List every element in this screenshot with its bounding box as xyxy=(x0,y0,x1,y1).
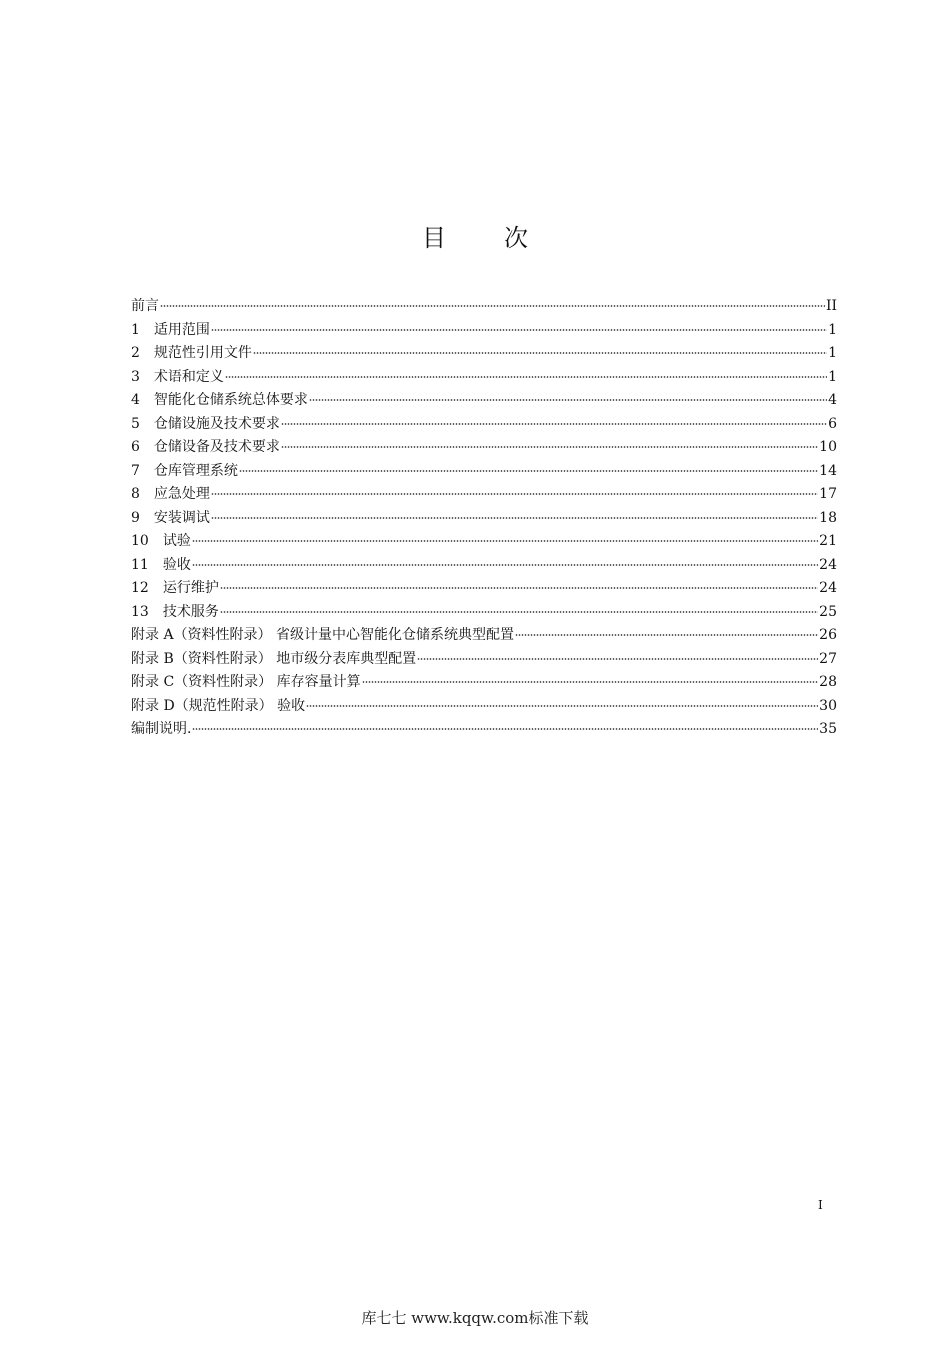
toc-entry-title: 仓库管理系统 xyxy=(153,462,238,479)
toc-dot-leader xyxy=(306,705,818,707)
toc-dot-leader xyxy=(220,587,818,589)
toc-dot-leader xyxy=(211,493,818,495)
toc-entry-page: 14 xyxy=(819,462,837,479)
toc-dot-leader xyxy=(220,611,818,613)
toc-entry-title: 应急处理 xyxy=(153,486,210,502)
toc-dot-leader xyxy=(192,728,818,730)
toc-entry-title: 试验 xyxy=(162,533,191,549)
toc-entry-number: 2 xyxy=(131,345,140,361)
toc-entry-page: 24 xyxy=(819,556,837,573)
toc-dot-leader xyxy=(239,470,818,472)
toc-entry-page: 28 xyxy=(819,674,837,690)
toc-entry-number: 7 xyxy=(131,462,140,479)
toc-dot-leader xyxy=(281,446,818,448)
toc-entry-title: 技术服务 xyxy=(162,603,219,620)
toc-entry-number: 9 xyxy=(131,509,140,526)
toc-entry-number: 11 xyxy=(131,556,149,573)
toc-entry[interactable] xyxy=(131,718,837,742)
toc-entry-page: 35 xyxy=(819,721,837,737)
toc-entry-page: II xyxy=(825,298,837,314)
toc-entry-number: 4 xyxy=(131,392,140,408)
toc-entry-number: 10 xyxy=(131,533,149,549)
toc-entry-page: 18 xyxy=(819,509,837,526)
toc-entry-number: 12 xyxy=(131,580,149,596)
toc-entry[interactable] xyxy=(131,507,837,531)
toc-entry-page: 25 xyxy=(819,603,837,620)
toc-entry[interactable] xyxy=(131,389,837,413)
toc-entry-page: 27 xyxy=(819,650,837,667)
toc-entry-page: 10 xyxy=(819,439,837,455)
toc-entry[interactable] xyxy=(131,577,837,601)
toc-entry-title: 附录 D（规范性附录） 验收 xyxy=(131,697,306,714)
toc-entry[interactable] xyxy=(131,624,837,648)
toc-entry-number: 8 xyxy=(131,486,140,502)
toc-entry[interactable] xyxy=(131,648,837,672)
toc-entry[interactable] xyxy=(131,366,837,390)
toc-entry[interactable] xyxy=(131,460,837,484)
title-char-2: 次 xyxy=(504,224,528,252)
toc-entry-page: 1 xyxy=(828,321,837,338)
toc-entry[interactable] xyxy=(131,413,837,437)
toc-entry[interactable] xyxy=(131,601,837,625)
page-title xyxy=(0,218,950,253)
toc-entry-title: 仓储设备及技术要求 xyxy=(153,439,280,455)
toc-entry-page: 6 xyxy=(828,415,837,432)
toc-entry-title: 附录 C（资料性附录） 库存容量计算 xyxy=(131,674,361,690)
toc-entry[interactable] xyxy=(131,554,837,578)
toc-entry-page: 4 xyxy=(828,392,837,408)
toc-entry-title: 附录 B（资料性附录） 地市级分表库典型配置 xyxy=(131,650,417,667)
toc-entry-page: 1 xyxy=(828,345,837,361)
toc-entry-title: 适用范围 xyxy=(153,321,210,338)
toc-entry-number: 3 xyxy=(131,368,140,385)
toc-entry-number: 5 xyxy=(131,415,140,432)
toc-dot-leader xyxy=(309,399,827,401)
footer-watermark: 库七七 www.kqqw.com标准下载 xyxy=(361,1309,589,1327)
toc-dot-leader xyxy=(192,564,818,566)
toc-entry-page: 26 xyxy=(819,627,837,643)
toc-entry-title: 前言 xyxy=(131,298,159,314)
toc-entry-title: 术语和定义 xyxy=(153,368,224,385)
toc-entry-number: 6 xyxy=(131,439,140,455)
title-char-1: 目 xyxy=(422,224,446,252)
table-of-contents xyxy=(131,295,837,742)
page-number: I xyxy=(818,1198,823,1212)
toc-entry[interactable] xyxy=(131,319,837,343)
toc-entry-title: 仓储设施及技术要求 xyxy=(153,415,280,432)
toc-entry[interactable] xyxy=(131,530,837,554)
toc-entry-title: 编制说明. xyxy=(131,721,192,737)
toc-entry-page: 24 xyxy=(819,580,837,596)
toc-entry-title: 运行维护 xyxy=(162,580,219,596)
toc-entry-title: 附录 A（资料性附录） 省级计量中心智能化仓储系统典型配置 xyxy=(131,627,515,643)
toc-dot-leader xyxy=(281,423,827,425)
toc-entry[interactable] xyxy=(131,342,837,366)
toc-dot-leader xyxy=(211,329,827,331)
toc-entry[interactable] xyxy=(131,671,837,695)
toc-entry[interactable] xyxy=(131,295,837,319)
toc-entry-title: 验收 xyxy=(162,556,191,573)
toc-dot-leader xyxy=(225,376,827,378)
toc-entry-page: 30 xyxy=(819,697,837,714)
toc-entry-page: 1 xyxy=(828,368,837,385)
toc-dot-leader xyxy=(211,517,818,519)
toc-dot-leader xyxy=(417,658,818,660)
toc-dot-leader xyxy=(160,305,825,307)
toc-entry-title: 规范性引用文件 xyxy=(153,345,252,361)
toc-dot-leader xyxy=(362,681,819,683)
toc-dot-leader xyxy=(253,352,827,354)
toc-entry-page: 21 xyxy=(819,533,837,549)
toc-entry-page: 17 xyxy=(819,486,837,502)
toc-entry[interactable] xyxy=(131,436,837,460)
toc-entry[interactable] xyxy=(131,695,837,719)
toc-entry-number: 13 xyxy=(131,603,149,620)
toc-entry-title: 智能化仓储系统总体要求 xyxy=(153,392,308,408)
toc-entry-number: 1 xyxy=(131,321,140,338)
toc-dot-leader xyxy=(515,634,818,636)
toc-entry[interactable] xyxy=(131,483,837,507)
toc-entry-title: 安装调试 xyxy=(153,509,210,526)
toc-dot-leader xyxy=(192,540,818,542)
